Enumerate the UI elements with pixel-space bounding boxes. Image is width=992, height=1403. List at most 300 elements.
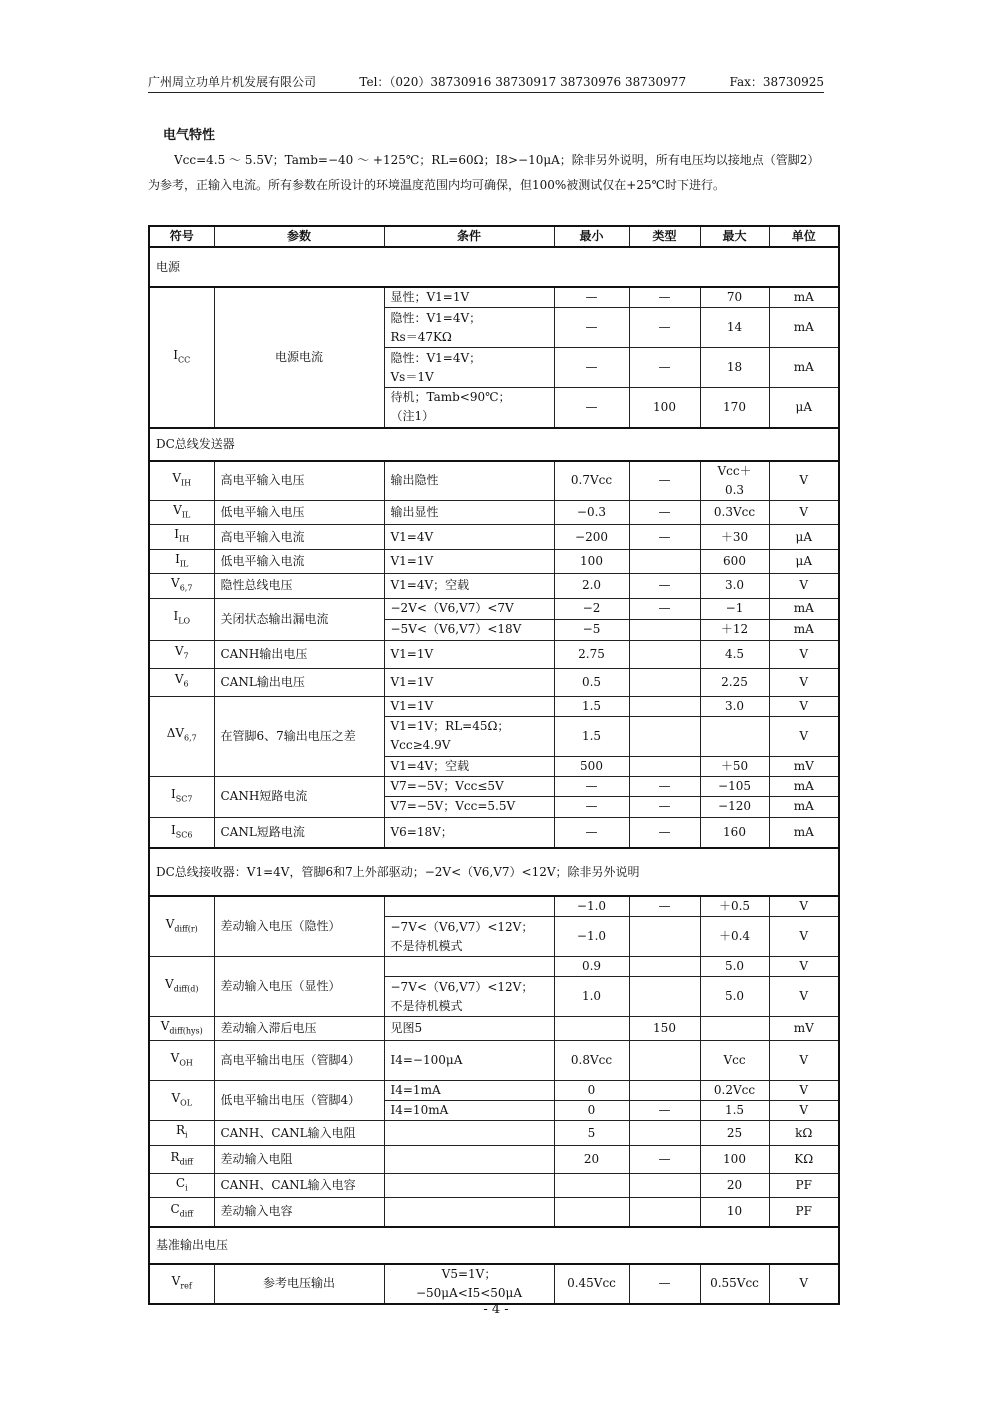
cell-text: 20: [726, 1178, 743, 1193]
cell-text: 0.3Vcc: [713, 505, 756, 520]
symbol-subscript: diff(r): [174, 924, 198, 934]
cell-text: 隐性总线电压: [220, 578, 293, 593]
condition-cell: [384, 957, 554, 977]
cell-text: V1=4V: [390, 529, 434, 544]
cell-text: PF: [795, 1204, 812, 1219]
symbol-cell: [149, 668, 214, 696]
cell-text: —: [658, 1151, 671, 1166]
unit-cell: [769, 1198, 839, 1227]
cell-text: μA: [795, 399, 812, 414]
max-cell: [700, 549, 769, 573]
min-cell: [554, 287, 629, 308]
cell-text: 5.0: [724, 989, 745, 1004]
typ-cell: [629, 461, 700, 501]
parameter-cell: [214, 696, 384, 776]
cell-text: 25: [726, 1125, 743, 1140]
page-header: [148, 70, 824, 93]
cell-text: V1=4V；空载: [390, 758, 470, 773]
symbol-cell: [149, 1264, 214, 1304]
cell-text: V: [165, 916, 175, 931]
unit-cell: [769, 917, 839, 957]
cell-text: 显性；V1=1V: [390, 290, 470, 304]
table-row: [149, 1121, 839, 1145]
cell-text: −1: [725, 601, 744, 616]
unit-cell: [769, 1145, 839, 1173]
condition-cell: [384, 1264, 554, 1304]
condition-cell: [384, 574, 554, 598]
parameter-cell: [214, 1041, 384, 1081]
symbol-subscript: LO: [178, 616, 191, 626]
cell-text: −2: [582, 601, 601, 616]
max-cell: [700, 619, 769, 640]
unit-cell: [769, 756, 839, 776]
section-row: [149, 428, 839, 461]
max-cell: [700, 776, 769, 796]
unit-cell: [769, 308, 839, 348]
max-cell: [700, 1145, 769, 1173]
section-label: DC总线接收器：V1=4V，管脚6和7上外部驱动；−2V<（V6,V7）<12V；除非另外说明: [149, 848, 839, 896]
condition-cell: [384, 896, 554, 917]
cell-text: ＋0.5: [718, 899, 751, 914]
typ-cell: [629, 1101, 700, 1121]
max-cell: [700, 348, 769, 388]
typ-cell: [629, 1198, 700, 1227]
cell-text: 2.25: [721, 674, 748, 689]
cell-text: —: [585, 778, 598, 793]
cell-text: −105: [718, 778, 751, 793]
typ-cell: [629, 696, 700, 716]
unit-cell: [769, 619, 839, 640]
cell-text: V1=1V；RL=45Ω； Vcc≥4.9V: [390, 719, 510, 753]
max-cell: [700, 1121, 769, 1145]
condition-cell: [384, 1121, 554, 1145]
table-row: [149, 640, 839, 668]
min-cell: [554, 574, 629, 598]
cell-text: 160: [723, 824, 746, 839]
cell-text: mA: [793, 824, 814, 839]
symbol-subscript: OH: [179, 1058, 193, 1068]
table-row: [149, 598, 839, 619]
symbol-subscript: diff: [179, 1209, 194, 1219]
min-cell: [554, 817, 629, 848]
cell-text: 差动输入电压（显性）: [220, 979, 341, 994]
max-cell: [700, 1198, 769, 1227]
cell-text: V1=1V: [390, 674, 434, 689]
parameter-cell: [214, 525, 384, 549]
parameter-cell: [214, 817, 384, 848]
cell-text: 0.7Vcc: [570, 473, 613, 488]
max-cell: [700, 896, 769, 917]
max-cell: [700, 796, 769, 817]
cell-text: V7=−5V；Vcc=5.5V: [390, 799, 516, 814]
cell-text: −5V<（V6,V7）<18V: [390, 622, 522, 637]
min-cell: [554, 1173, 629, 1197]
min-cell: [554, 1145, 629, 1173]
condition-cell: [384, 640, 554, 668]
symbol-cell: [149, 957, 214, 1017]
symbol-cell: [149, 776, 214, 817]
symbol-cell: [149, 1081, 214, 1121]
table-row: [149, 957, 839, 977]
min-cell: [554, 1101, 629, 1121]
condition-cell: [384, 977, 554, 1017]
cell-text: 差动输入电容: [220, 1204, 293, 1219]
table-row: [149, 461, 839, 501]
cell-text: mV: [793, 758, 814, 773]
parameter-cell: [214, 501, 384, 525]
cell-text: 见图5: [390, 1021, 423, 1036]
min-cell: [554, 716, 629, 756]
cell-text: I: [171, 822, 176, 837]
typ-cell: [629, 287, 700, 308]
cell-text: 14: [726, 320, 743, 334]
max-cell: [700, 817, 769, 848]
symbol-cell: [149, 549, 214, 573]
min-cell: [554, 348, 629, 388]
min-cell: [554, 796, 629, 817]
cell-text: V: [799, 899, 809, 914]
condition-cell: [384, 461, 554, 501]
max-cell: [700, 1081, 769, 1101]
min-cell: [554, 598, 629, 619]
condition-cell: [384, 308, 554, 348]
cell-text: CANH、CANL输入电阻: [220, 1125, 356, 1140]
max-cell: [700, 574, 769, 598]
parameter-cell: [214, 1198, 384, 1227]
symbol-subscript: 6,7: [184, 733, 197, 743]
section-title: 电气特性: [163, 128, 216, 143]
cell-text: 2.75: [578, 646, 605, 661]
condition-cell: [384, 1145, 554, 1173]
cell-text: ＋30: [720, 529, 749, 544]
cell-text: R: [175, 1123, 185, 1138]
symbol-cell: [149, 1173, 214, 1197]
condition-cell: [384, 348, 554, 388]
cell-text: V: [799, 1083, 809, 1098]
company-name: 广州周立功单片机发展有限公司: [148, 74, 317, 89]
cell-text: 低电平输出电压（管脚4）: [220, 1093, 361, 1108]
cell-text: —: [658, 799, 671, 814]
max-cell: [700, 668, 769, 696]
typ-cell: [629, 716, 700, 756]
cell-text: ＋50: [720, 758, 749, 773]
symbol-cell: [149, 598, 214, 640]
symbol-subscript: IH: [181, 478, 192, 488]
parameter-cell: [214, 598, 384, 640]
symbol-cell: [149, 896, 214, 957]
cell-text: I: [173, 347, 178, 362]
cell-text: V: [799, 1053, 809, 1068]
symbol-subscript: CC: [178, 354, 191, 364]
min-cell: [554, 308, 629, 348]
cell-text: 高电平输出电压（管脚4）: [220, 1053, 361, 1068]
cell-text: C: [170, 1202, 180, 1217]
max-cell: [700, 1041, 769, 1081]
cell-text: V: [799, 1276, 809, 1291]
table-row: [149, 668, 839, 696]
cell-text: 600: [723, 553, 746, 568]
cell-text: 差动输入电压（隐性）: [220, 919, 341, 934]
parameter-cell: [214, 1173, 384, 1197]
typ-cell: [629, 977, 700, 1017]
page-number: - 4 -: [483, 1302, 509, 1317]
cell-text: −7V<（V6,V7）<12V； 不是待机模式: [390, 919, 534, 953]
table-row: [149, 776, 839, 796]
symbol-subscript: 7: [183, 651, 189, 661]
unit-cell: [769, 1264, 839, 1304]
cell-text: I: [171, 786, 176, 801]
parameter-cell: [214, 776, 384, 817]
min-cell: [554, 388, 629, 428]
parameter-cell: [214, 1017, 384, 1041]
unit-cell: [769, 1017, 839, 1041]
cell-text: 差动输入滞后电压: [220, 1021, 317, 1036]
cell-text: 100: [580, 553, 603, 568]
cell-text: V: [799, 959, 809, 974]
cell-text: 170: [723, 399, 746, 414]
cell-text: V: [171, 1091, 181, 1106]
condition-cell: [384, 716, 554, 756]
cell-text: —: [585, 824, 598, 839]
max-cell: [700, 756, 769, 776]
typ-cell: [629, 776, 700, 796]
symbol-cell: [149, 574, 214, 598]
condition-cell: [384, 917, 554, 957]
min-cell: [554, 525, 629, 549]
typ-cell: [629, 1041, 700, 1081]
min-cell: [554, 640, 629, 668]
cell-text: −1.0: [576, 929, 607, 944]
cell-text: μA: [795, 553, 812, 568]
parameter-cell: [214, 957, 384, 1017]
cell-text: —: [585, 399, 598, 414]
cell-text: 电源电流: [274, 349, 323, 364]
cell-text: 70: [726, 290, 743, 304]
typ-cell: [629, 308, 700, 348]
condition-cell: [384, 1173, 554, 1197]
cell-text: 3.0: [724, 578, 745, 593]
cell-text: I4=−100μA: [390, 1053, 463, 1068]
section-label: 基准输出电压: [149, 1227, 839, 1264]
cell-text: ＋0.4: [718, 929, 751, 944]
cell-text: V: [799, 646, 809, 661]
condition-cell: [384, 1017, 554, 1041]
unit-cell: [769, 1121, 839, 1145]
cell-text: 0.8Vcc: [570, 1053, 613, 1068]
unit-cell: [769, 1041, 839, 1081]
max-cell: [700, 977, 769, 1017]
cell-text: 1.5: [581, 698, 602, 713]
cell-text: −1.0: [576, 899, 607, 914]
typ-cell: [629, 1264, 700, 1304]
typ-cell: [629, 756, 700, 776]
max-cell: [700, 917, 769, 957]
condition-cell: [384, 668, 554, 696]
cell-text: 0: [587, 1083, 596, 1098]
min-cell: [554, 549, 629, 573]
cell-text: —: [658, 778, 671, 793]
table-header-row: [149, 226, 839, 247]
section-label: DC总线发送器: [149, 428, 839, 461]
table-row: [149, 1017, 839, 1041]
cell-text: 低电平输入电压: [220, 505, 305, 520]
cell-text: V5=1V； −50μA<I5<50μA: [415, 1266, 522, 1300]
max-cell: [700, 1101, 769, 1121]
parameter-cell: [214, 574, 384, 598]
unit-cell: [769, 1173, 839, 1197]
cell-text: −5: [582, 622, 601, 637]
max-cell: [700, 598, 769, 619]
cell-text: —: [658, 578, 671, 593]
table-row: [149, 1041, 839, 1081]
cell-text: —: [585, 320, 598, 334]
cell-text: 20: [583, 1151, 600, 1166]
table-row: [149, 525, 839, 549]
cell-text: V: [799, 1103, 809, 1118]
unit-cell: [769, 716, 839, 756]
cell-text: 100: [653, 399, 676, 414]
cell-text: —: [658, 1276, 671, 1291]
symbol-cell: [149, 640, 214, 668]
column-header: 符号: [149, 226, 214, 247]
symbol-subscript: diff: [179, 1157, 193, 1167]
cell-text: CANL输出电压: [220, 674, 305, 689]
cell-text: 关闭状态输出漏电流: [220, 611, 329, 626]
condition-cell: [384, 1198, 554, 1227]
typ-cell: [629, 598, 700, 619]
typ-cell: [629, 388, 700, 428]
unit-cell: [769, 640, 839, 668]
cell-text: CANL短路电流: [220, 824, 305, 839]
cell-text: —: [658, 529, 671, 544]
cell-text: —: [658, 899, 671, 914]
typ-cell: [629, 917, 700, 957]
cell-text: 150: [653, 1021, 676, 1036]
cell-text: −2V<（V6,V7）<7V: [390, 601, 514, 616]
condition-cell: [384, 1081, 554, 1101]
symbol-subscript: OL: [180, 1098, 193, 1108]
cell-text: —: [658, 601, 671, 616]
cell-text: 4.5: [724, 646, 745, 661]
typ-cell: [629, 1121, 700, 1145]
cell-text: —: [585, 360, 598, 374]
unit-cell: [769, 525, 839, 549]
cell-text: V7=−5V；Vcc≤5V: [390, 778, 504, 793]
cell-text: I: [173, 609, 179, 624]
section-row: [149, 247, 839, 287]
unit-cell: [769, 817, 839, 848]
table-row: [149, 696, 839, 716]
typ-cell: [629, 1145, 700, 1173]
cell-text: 5.0: [724, 959, 745, 974]
condition-cell: [384, 525, 554, 549]
cell-text: 18: [726, 360, 743, 374]
cell-text: I4=10mA: [390, 1103, 449, 1118]
cell-text: V: [799, 674, 809, 689]
cell-text: KΩ: [794, 1151, 814, 1166]
cell-text: V1=1V: [390, 646, 434, 661]
table-row: [149, 1264, 839, 1304]
section-row: [149, 848, 839, 896]
condition-cell: [384, 776, 554, 796]
min-cell: [554, 461, 629, 501]
cell-text: V: [799, 929, 809, 944]
table-row: [149, 1173, 839, 1197]
max-cell: [700, 640, 769, 668]
cell-text: mA: [793, 320, 814, 334]
max-cell: [700, 525, 769, 549]
cell-text: —: [658, 290, 671, 304]
parameter-cell: [214, 461, 384, 501]
typ-cell: [629, 640, 700, 668]
symbol-subscript: 6: [183, 679, 189, 689]
cell-text: 高电平输入电流: [220, 529, 305, 544]
cell-text: I: [175, 551, 180, 566]
cell-text: 低电平输入电流: [220, 553, 305, 568]
cell-text: 输出显性: [390, 505, 439, 520]
column-header: 类型: [629, 226, 700, 247]
cell-text: CANH短路电流: [220, 789, 308, 804]
symbol-subscript: i: [185, 1183, 188, 1193]
symbol-cell: [149, 817, 214, 848]
unit-cell: [769, 696, 839, 716]
typ-cell: [629, 525, 700, 549]
cell-text: 输出隐性: [390, 473, 439, 488]
symbol-cell: [149, 287, 214, 428]
max-cell: [700, 308, 769, 348]
symbol-cell: [149, 696, 214, 776]
cell-text: —: [658, 505, 671, 520]
min-cell: [554, 756, 629, 776]
cell-text: −0.3: [576, 505, 607, 520]
typ-cell: [629, 549, 700, 573]
cell-text: 500: [580, 758, 603, 773]
typ-cell: [629, 1173, 700, 1197]
min-cell: [554, 1081, 629, 1101]
column-header: 最大: [700, 226, 769, 247]
unit-cell: [769, 501, 839, 525]
cell-text: mA: [793, 360, 814, 374]
condition-cell: [384, 598, 554, 619]
condition-cell: [384, 756, 554, 776]
condition-cell: [384, 549, 554, 573]
cell-text: V: [172, 471, 182, 486]
cell-text: mA: [793, 622, 814, 637]
cell-text: V: [799, 505, 809, 520]
cell-text: V: [799, 698, 809, 713]
cell-text: V: [171, 1274, 181, 1289]
cell-text: 0.45Vcc: [567, 1276, 616, 1291]
parameter-cell: [214, 668, 384, 696]
parameter-cell: [214, 896, 384, 957]
cell-text: V: [799, 989, 809, 1004]
cell-text: −200: [575, 529, 608, 544]
cell-text: CANH输出电压: [220, 646, 308, 661]
symbol-subscript: IL: [181, 510, 191, 520]
cell-text: —: [585, 290, 598, 304]
cell-text: −7V<（V6,V7）<12V； 不是待机模式: [390, 979, 534, 1013]
symbol-subscript: diff(d): [173, 984, 199, 994]
unit-cell: [769, 977, 839, 1017]
condition-cell: [384, 696, 554, 716]
condition-cell: [384, 501, 554, 525]
cell-text: mA: [793, 601, 814, 616]
parameter-cell: [214, 549, 384, 573]
cell-text: μA: [795, 529, 812, 544]
parameter-cell: [214, 1264, 384, 1304]
min-cell: [554, 1198, 629, 1227]
typ-cell: [629, 348, 700, 388]
